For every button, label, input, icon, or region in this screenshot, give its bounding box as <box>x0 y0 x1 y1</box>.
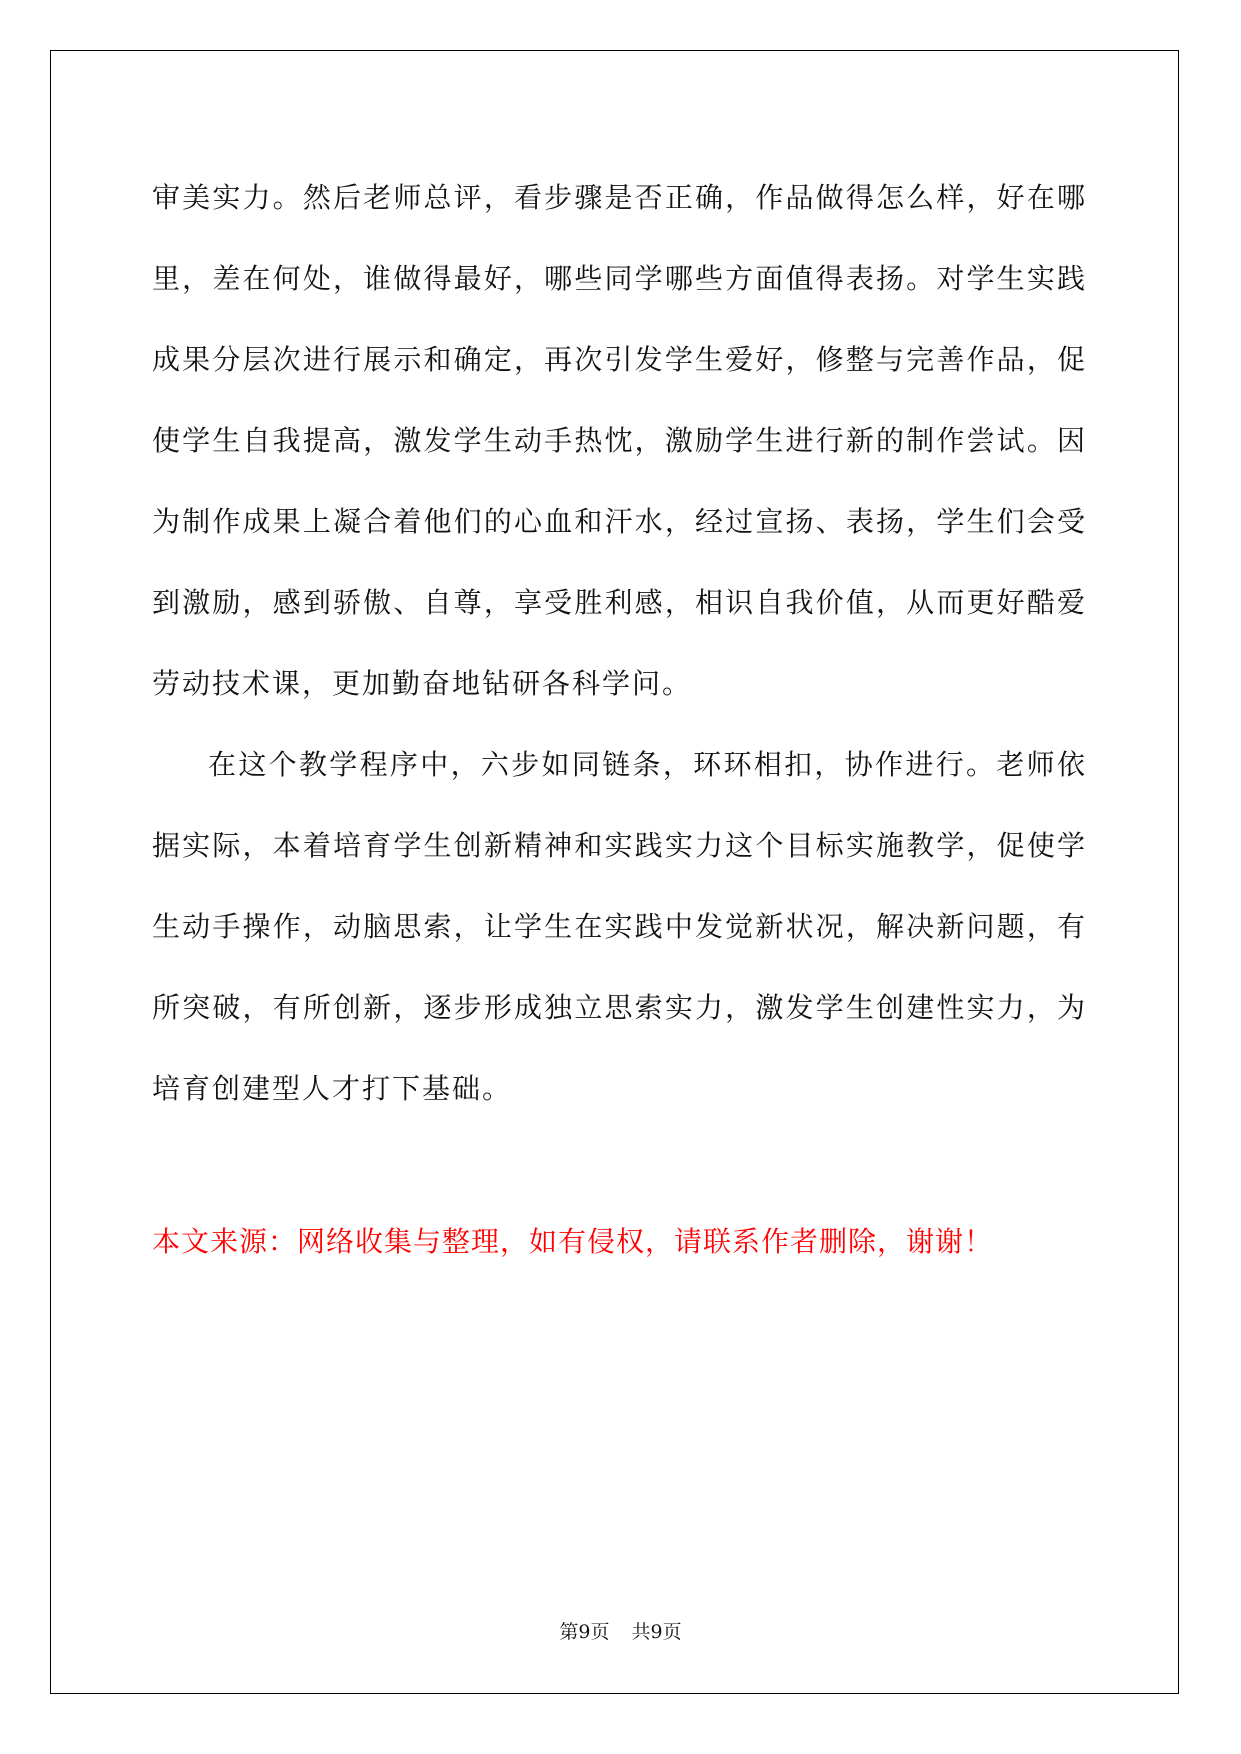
paragraph-1: 审美实力。然后老师总评，看步骤是否正确，作品做得怎么样，好在哪里，差在何处，谁做得最好，哪些同学哪些方面值得表扬。对学生实践成果分层次进行展示和确定，再次引发学生爱好，修整与完善作品，促使学生自我提高，激发学生动手热忱，激励学生进行新的制作尝试。因为制作成果上凝合着他们的心血和汗水，经过宣扬、表扬，学生们会受到激励，感到骄傲、自尊，享受胜利感，相识自我价值，从而更好酷爱劳动技术课，更加勤奋地钻研各科学问。 <box>152 181 1087 700</box>
current-page-number: 第9页 <box>559 1621 610 1643</box>
page-footer <box>0 1617 1241 1644</box>
total-pages: 共9页 <box>631 1621 682 1643</box>
document-body <box>152 157 1087 1129</box>
paragraph-2: 在这个教学程序中，六步如同链条，环环相扣，协作进行。老师依据实际，本着培育学生创新精神和实践实力这个目标实施教学，促使学生动手操作，动脑思索，让学生在实践中发觉新状况，解决新问题，有所突破，有所创新，逐步形成独立思索实力，激发学生创建性实力，为培育创建型人才打下基础。 <box>152 748 1087 1105</box>
source-notice: 本文来源：网络收集与整理，如有侵权，请联系作者删除，谢谢！ <box>152 1225 994 1258</box>
